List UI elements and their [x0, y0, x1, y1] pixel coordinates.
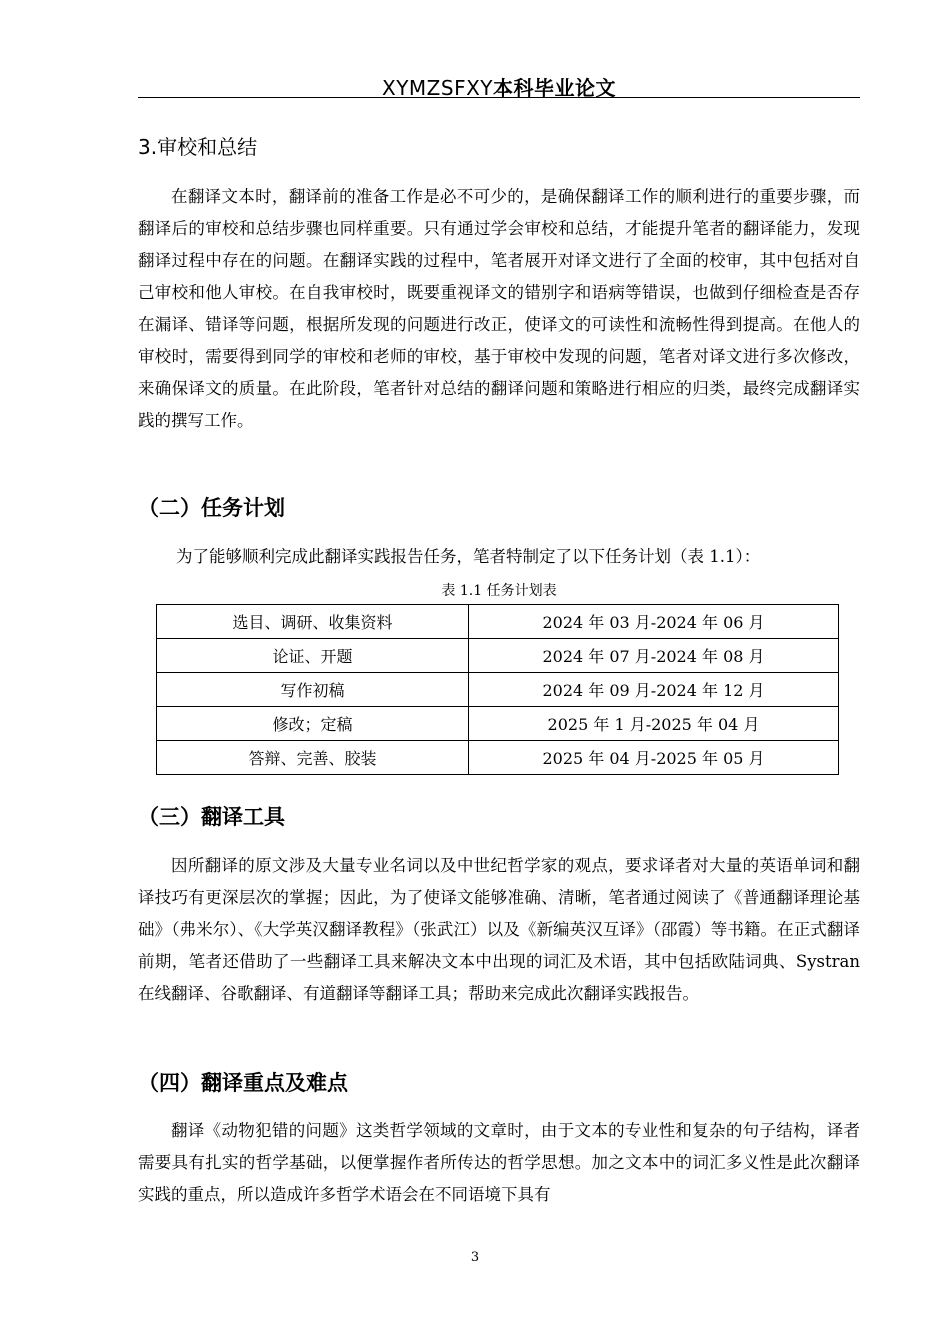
- task-cell: 答辩、完善、胶装: [157, 741, 469, 775]
- table-row: [157, 673, 839, 707]
- task-cell: 论证、开题: [157, 639, 469, 673]
- task-cell: 选目、调研、收集资料: [157, 605, 469, 639]
- period-cell: 2024 年 03 月-2024 年 06 月: [469, 605, 839, 639]
- paragraph-review: 在翻译文本时，翻译前的准备工作是必不可少的，是确保翻译工作的顺利进行的重要步骤，而翻译后的审校和总结步骤也同样重要。只有通过学会审校和总结，才能提升笔者的翻译能力，发现翻译过程中存在的问题。在翻译实践的过程中，笔者展开对译文进行了全面的校审，其中包括对自己审校和他人审校。在自我审校时，既要重视译文的错别字和语病等错误，也做到仔细检查是否存在漏译、错译等问题，根据所发现的问题进行改正，使译文的可读性和流畅性得到提高。在他人的审校时，需要得到同学的审校和老师的审校，基于审校中发现的问题，笔者对译文进行多次修改，来确保译文的质量。在此阶段，笔者针对总结的翻译问题和策略进行相应的归类，最终完成翻译实践的撰写工作。: [138, 187, 860, 430]
- heading-difficulties: （四）翻译重点及难点: [138, 1071, 348, 1095]
- task-cell: 写作初稿: [157, 673, 469, 707]
- heading-tools: （三）翻译工具: [138, 805, 285, 829]
- period-cell: 2024 年 09 月-2024 年 12 月: [469, 673, 839, 707]
- paragraph-tools: 因所翻译的原文涉及大量专业名词以及中世纪哲学家的观点，要求译者对大量的英语单词和翻译技巧有更深层次的掌握；因此，为了使译文能够准确、清晰，笔者通过阅读了《普通翻译理论基础》（弗米尔）、《大学英汉翻译教程》（张武江）以及《新编英汉互译》（邵霞）等书籍。在正式翻译前期，笔者还借助了一些翻译工具来解决文本中出现的词汇及术语，其中包括欧陆词典、Systran 在线翻译、谷歌翻译、有道翻译等翻译工具；帮助来完成此次翻译实践报告。: [138, 856, 860, 1003]
- period-cell: 2025 年 1 月-2025 年 04 月: [469, 707, 839, 741]
- header-cn: 本科毕业论文: [493, 76, 616, 100]
- table-caption: 表 1.1 任务计划表: [441, 583, 557, 599]
- period-cell: 2025 年 04 月-2025 年 05 月: [469, 741, 839, 775]
- task-plan-intro: 为了能够顺利完成此翻译实践报告任务，笔者特制定了以下任务计划（表 1.1）：: [176, 547, 761, 566]
- table-row: [157, 741, 839, 775]
- heading-task-plan: （二）任务计划: [138, 496, 285, 520]
- paragraph-difficulties: 翻译《动物犯错的问题》这类哲学领域的文章时，由于文本的专业性和复杂的句子结构，译者需要具有扎实的哲学基础，以便掌握作者所传达的哲学思想。加之文本中的词汇多义性是此次翻译实践的重点，所以造成许多哲学术语会在不同语境下具有: [138, 1121, 860, 1204]
- header-rule: [138, 97, 860, 98]
- period-cell: 2024 年 07 月-2024 年 08 月: [469, 639, 839, 673]
- heading-section-3: 3.审校和总结: [138, 135, 258, 159]
- table-row: [157, 605, 839, 639]
- table-row: [157, 707, 839, 741]
- task-plan-table: [156, 604, 839, 775]
- header-latin: XYMZSFXY: [382, 76, 493, 100]
- table-row: [157, 639, 839, 673]
- task-cell: 修改；定稿: [157, 707, 469, 741]
- page-number: 3: [470, 1250, 480, 1265]
